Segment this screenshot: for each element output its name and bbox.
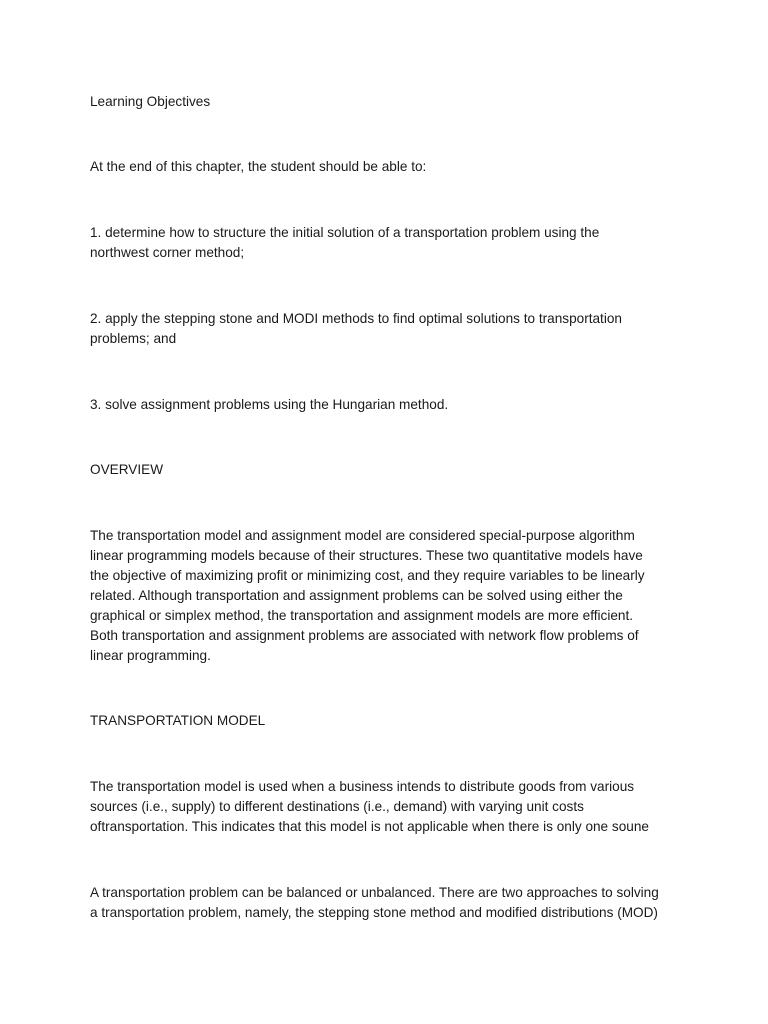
objective-2	[90, 309, 680, 349]
overview-line: Both transportation and assignment problems are associated with network flow problems of	[90, 628, 639, 643]
transportation-line: sources (i.e., supply) to different destinations (i.e., demand) with varying unit costs	[90, 799, 584, 814]
overview-line: graphical or simplex method, the transportation and assignment models are more efficient.	[90, 608, 634, 623]
overview-paragraph	[90, 526, 680, 666]
overview-line: linear programming models because of their structures. These two quantitative models have	[90, 548, 643, 563]
objective-1	[90, 223, 680, 263]
balanced-line: a transportation problem, namely, the stepping stone method and modified distributions (MOD)	[90, 905, 658, 920]
objective-3-text: 3. solve assignment problems using the Hungarian method.	[90, 397, 449, 412]
heading-text: Learning Objectives	[90, 94, 211, 109]
transportation-paragraph	[90, 777, 680, 837]
objective-2-line-2: problems; and	[90, 331, 177, 346]
balanced-paragraph	[90, 883, 680, 923]
intro-paragraph	[90, 157, 680, 177]
heading-transportation-model	[90, 711, 680, 731]
overview-line: The transportation model and assignment model are considered special-purpose algorithm	[90, 528, 635, 543]
overview-line: the objective of maximizing profit or minimizing cost, and they require variables to be linearly	[90, 568, 645, 583]
objective-2-line-1: 2. apply the stepping stone and MODI methods to find optimal solutions to transportation	[90, 311, 622, 326]
intro-text: At the end of this chapter, the student should be able to:	[90, 159, 427, 174]
heading-learning-objectives	[90, 92, 680, 112]
balanced-line: A transportation problem can be balanced or unbalanced. There are two approaches to solving	[90, 885, 659, 900]
transportation-line: oftransportation. This indicates that this model is not applicable when there is only one soune	[90, 819, 649, 834]
overview-line: related. Although transportation and assignment problems can be solved using either the	[90, 588, 623, 603]
objective-1-line-1: 1. determine how to structure the initial solution of a transportation problem using the	[90, 225, 600, 240]
heading-text: OVERVIEW	[90, 462, 164, 477]
transportation-line: The transportation model is used when a business intends to distribute goods from various	[90, 779, 635, 794]
objective-1-line-2: northwest corner method;	[90, 245, 245, 260]
objective-3	[90, 395, 680, 415]
heading-text: TRANSPORTATION MODEL	[90, 713, 266, 728]
heading-overview	[90, 460, 680, 480]
overview-line: linear programming.	[90, 648, 211, 663]
